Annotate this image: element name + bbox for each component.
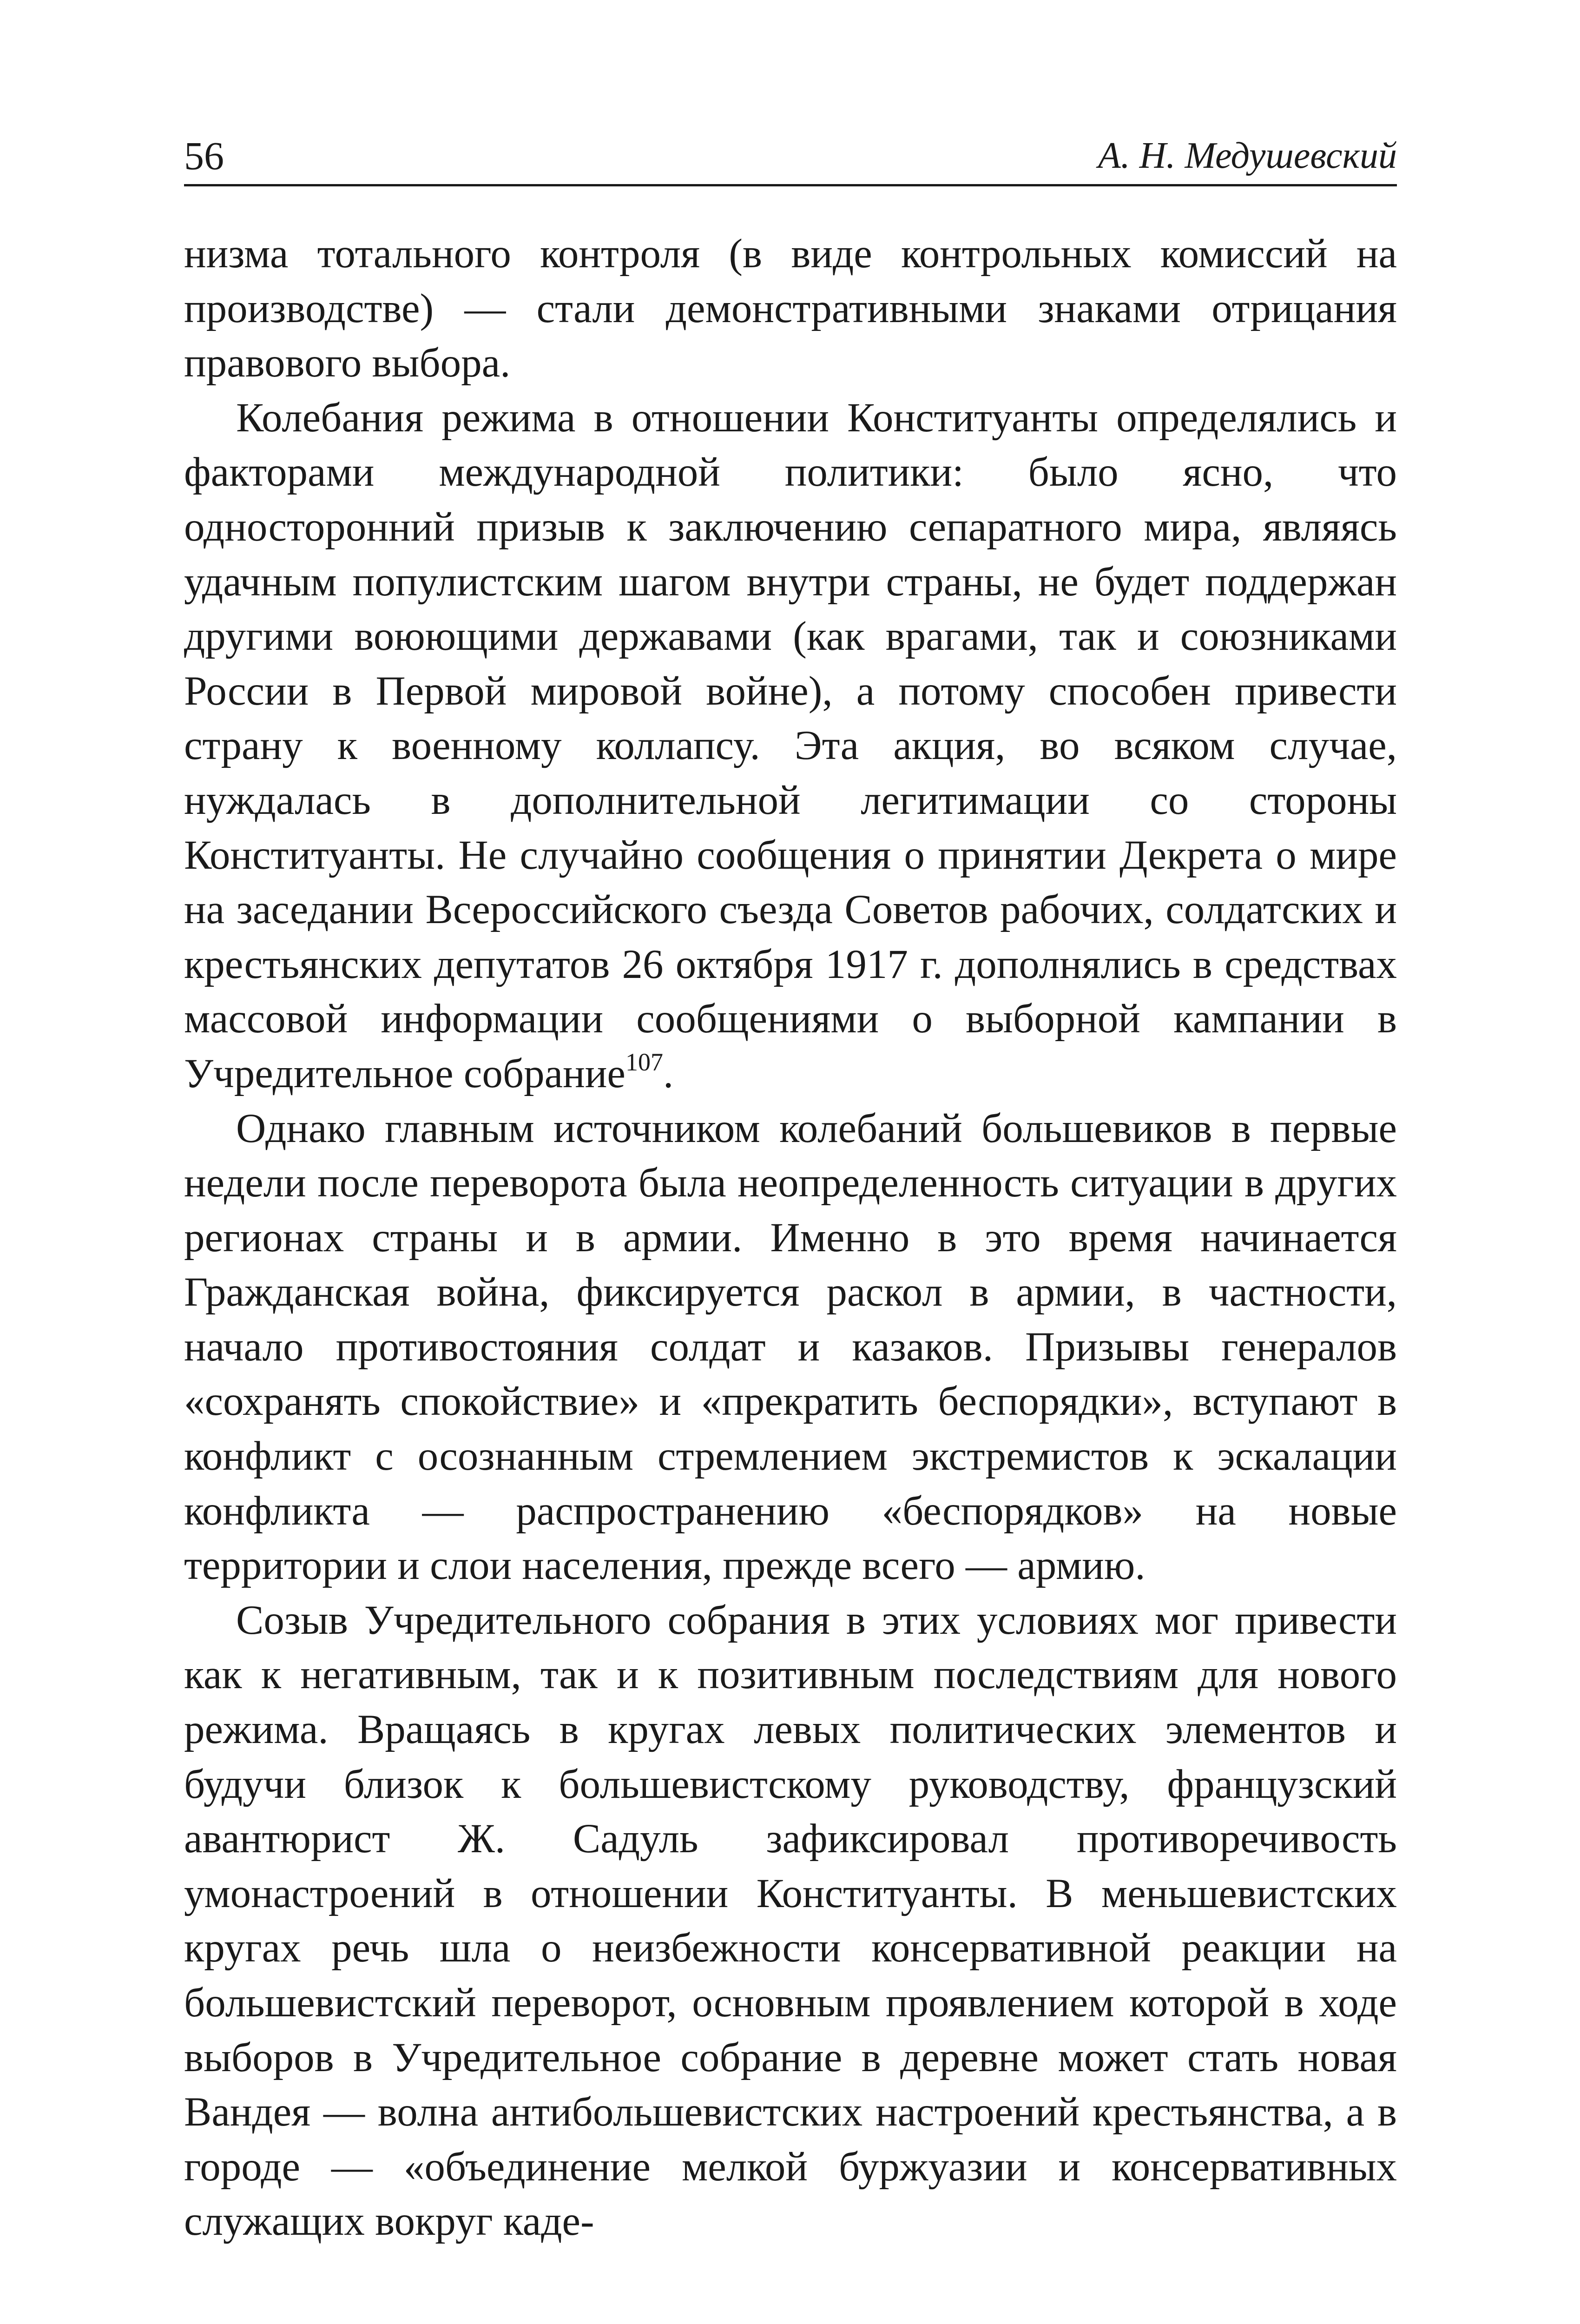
paragraph-1 — [184, 227, 1397, 391]
paragraph-text: Однако главным источником колебаний большевиков в первые недели после переворота была неопределенность ситуации в других регионах страны и в армии. Именно в это время начинается Гражданская война, фиксируется раскол в армии, в частности, начало противостояния солдат и казаков. Призывы генералов «сохранять спокойствие» и «прекратить беспорядки», вступают в конфликт с осознанным стремлением экстремистов к эскалации конфликта — распространению «беспорядков» на новые территории и слои населения, прежде всего — армию. — [184, 1105, 1397, 1589]
paragraph-2 — [184, 391, 1397, 1102]
paragraph-text: Колебания режима в отношении Конституанты определялись и факторами международной политики: было ясно, что односторонний призыв к заключению сепаратного мира, являясь удачным популистским шагом внутри страны, не будет поддержан другими воюющими державами (как врагами, так и союзниками России в Первой мировой войне), а потому способен привести страну к военному коллапсу. Эта акция, во всяком случае, нуждалась в дополнительной легитимации со стороны Конституанты. Не случайно сообщения о принятии Декрета о мире на заседании Всероссийского съезда Советов рабочих, солдатских и крестьянских депутатов 26 октября 1917 г. дополнялись в средствах массовой информации сообщениями о выборной кампании в Учредительное собрание — [184, 395, 1397, 1096]
paragraph-text: низма тотального контроля (в виде контрольных комиссий на производстве) — стали демонстративными знаками отрицания правового выбора. — [184, 231, 1397, 386]
footnote-reference: 107 — [625, 1048, 663, 1076]
body-text — [184, 227, 1397, 2249]
paragraph-3 — [184, 1102, 1397, 1593]
paragraph-tail: . — [663, 1050, 674, 1096]
paragraph-text: Созыв Учредительного собрания в этих условиях мог привести как к негативным, так и к позитивным последствиям для нового режима. Вращаясь в кругах левых политических элементов и будучи близок к большевистскому руководству, французский авантюрист Ж. Садуль зафиксировал противоречивость умонастроений в отношении Конституанты. В меньшевистских кругах речь шла о неизбежности консервативной реакции на большевистский переворот, основным проявлением которой в ходе выборов в Учредительное собрание в деревне может стать новая Вандея — волна антибольшевистских настроений крестьянства, а в городе — «объединение мелкой буржуазии и консервативных служащих вокруг каде- — [184, 1597, 1397, 2245]
page-header — [184, 132, 1397, 186]
paragraph-4 — [184, 1593, 1397, 2249]
book-page — [184, 0, 1397, 2324]
page-number: 56 — [184, 133, 224, 178]
running-head: А. Н. Медушевский — [1098, 135, 1397, 176]
